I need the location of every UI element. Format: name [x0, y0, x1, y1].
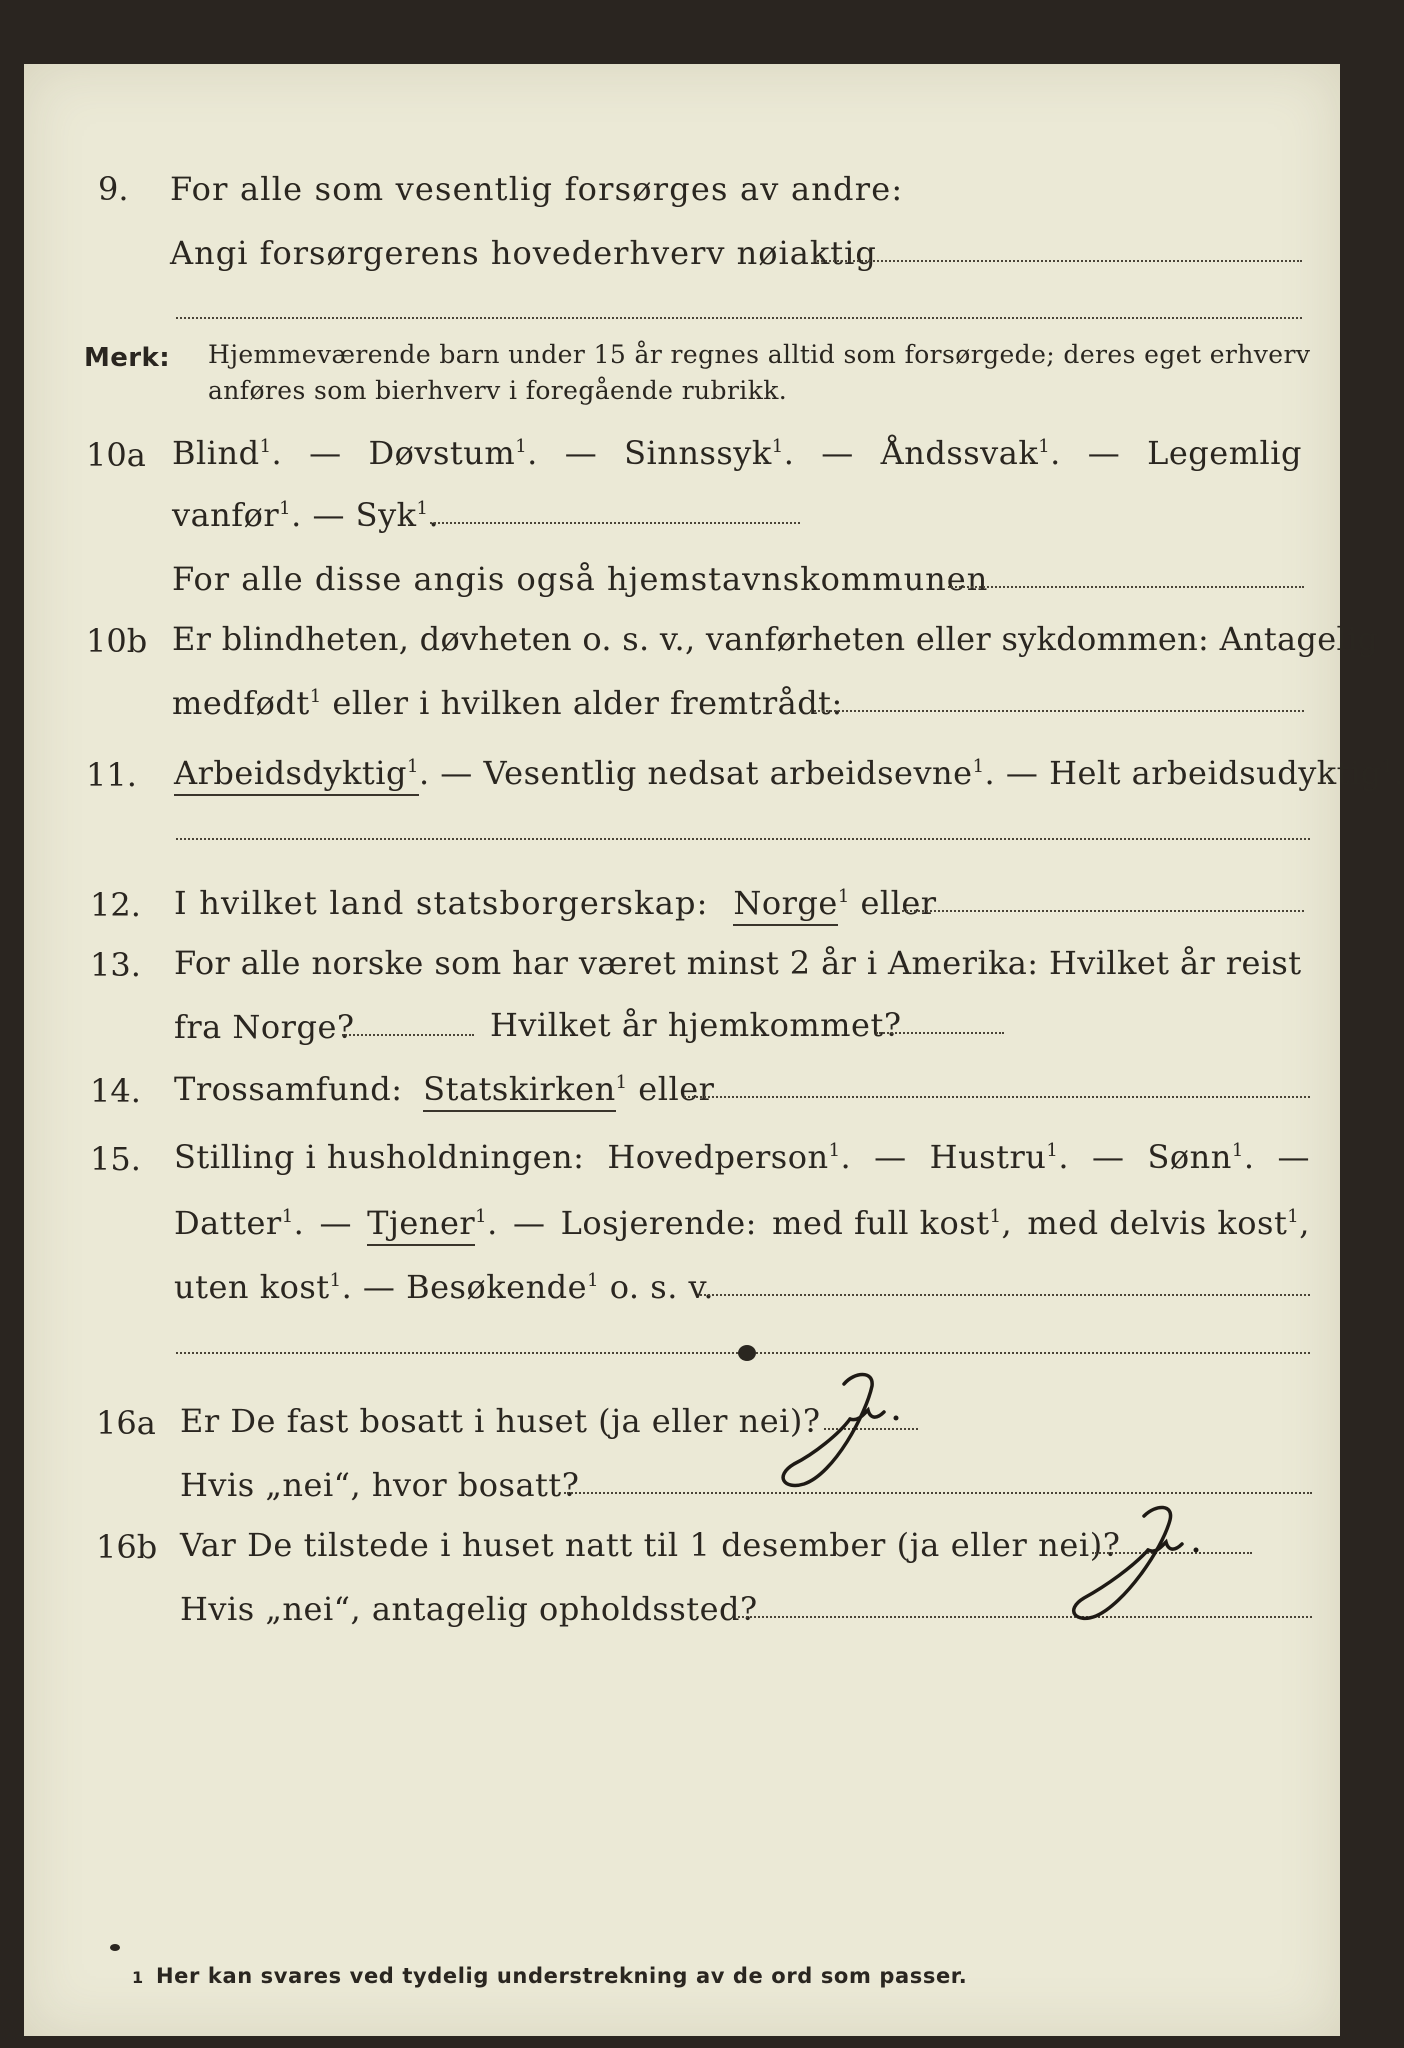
- footnote-text: Her kan svares ved tydelig understrekning av de ord som passer.: [156, 1964, 968, 1988]
- q16a-line2: Hvis „nei“, hvor bosatt?: [180, 1466, 580, 1504]
- q16b-number: 16b: [96, 1528, 158, 1566]
- q16b-line2: Hvis „nei“, antagelig opholdssted?: [180, 1590, 758, 1628]
- q10b-answer-line[interactable]: [810, 710, 1304, 712]
- q13-hjemkommet: Hvilket år hjemkommet?: [490, 1006, 902, 1044]
- q16a-handwritten-answer: [754, 1364, 954, 1504]
- q11-arbeidsdyktig-underlined: Arbeidsdyktig$^1$: [174, 754, 419, 796]
- q11-line: Arbeidsdyktig$^1$. — Vesentlig nedsat arbeidsevne$^1$. — Helt arbeidsudyktig$^1$.: [174, 754, 1404, 792]
- q15-line3: uten kost$^1$. — Besøkende$^1$ o. s. v.: [174, 1268, 714, 1306]
- q15-answer-line[interactable]: [700, 1294, 1310, 1296]
- q10b-line1: Er blindheten, døvheten o. s. v., vanførheten eller sykdommen: Antagelig: [172, 620, 1379, 658]
- q15-line2: Datter$^1$. — Tjener$^1$. — Losjerende: med full kost$^1$, med delvis kost$^1$,: [174, 1204, 1310, 1242]
- q10a-syk-answer-line[interactable]: [430, 522, 800, 524]
- census-form-page: [24, 64, 1404, 2036]
- q10a-line1: Blind$^1$. — Døvstum$^1$. — Sinnssyk$^1$. — Åndssvak$^1$. — Legemlig: [172, 434, 1302, 472]
- q10a-number: 10a: [86, 436, 146, 474]
- q16a-number: 16a: [96, 1404, 156, 1442]
- q16b-line1: Var De tilstede i huset natt til 1 desember (ja eller nei)?: [180, 1526, 1121, 1564]
- q10a-andssvak: Åndssvak$^1$.: [880, 434, 1061, 472]
- q16a-line1: Er De fast bosatt i huset (ja eller nei)?: [180, 1402, 821, 1440]
- q10a-legemlig: Legemlig: [1147, 434, 1302, 472]
- merk-label: Merk:: [84, 343, 171, 373]
- q9-number: 9.: [98, 170, 129, 208]
- q10b-line2: medfødt$^1$ eller i hvilken alder fremtrådt:: [172, 684, 843, 722]
- q13-line1: For alle norske som har været minst 2 år i Amerika: Hvilket år reist: [174, 944, 1302, 982]
- q14-line: Trossamfund: Statskirken$^1$ eller: [174, 1070, 714, 1108]
- q15-tjener-underlined: Tjener: [367, 1204, 475, 1246]
- q10a-line2: vanfør$^1$. — Syk$^1$.: [172, 496, 440, 534]
- q9-answer-line[interactable]: [814, 260, 1302, 262]
- q15-line1: Stilling i husholdningen: Hovedperson$^1$. — Hustru$^1$. — Sønn$^1$. —: [174, 1138, 1310, 1176]
- footnote-dot: [110, 1944, 120, 1951]
- merk-line1: Hjemmeværende barn under 15 år regnes alltid som forsørgede; deres eget erhverv: [208, 340, 1311, 369]
- q10a-sinnssyk: Sinnssyk$^1$.: [624, 434, 795, 472]
- q13-number: 13.: [90, 946, 141, 984]
- q13-hjemkommet-answer-line[interactable]: [876, 1032, 1004, 1034]
- q13-reist-answer-line[interactable]: [342, 1034, 474, 1036]
- merk-line2: anføres som bierhverv i foregående rubrikk.: [208, 376, 788, 405]
- q9-line2: Angi forsørgerens hovederhverv nøiaktig: [170, 234, 877, 272]
- q11-number: 11.: [86, 756, 137, 794]
- q12-number: 12.: [90, 886, 141, 924]
- q10a-syk: Syk$^1$.: [355, 496, 440, 534]
- q13-fra-norge: fra Norge?: [174, 1008, 355, 1046]
- q12-norge-underlined: Norge: [733, 884, 837, 926]
- q14-number: 14.: [90, 1072, 141, 1110]
- footnote-marker: 1: [132, 1968, 144, 1987]
- q15-number: 15.: [90, 1140, 141, 1178]
- q10a-line3: For alle disse angis også hjemstavnskommunen: [172, 560, 989, 598]
- q14-statskirken-underlined: Statskirken: [423, 1070, 616, 1112]
- q10b-number: 10b: [86, 622, 148, 660]
- ink-blot: [738, 1345, 756, 1361]
- q10a-blind: Blind$^1$.: [172, 434, 283, 472]
- q14-answer-line[interactable]: [684, 1096, 1310, 1098]
- q16b-handwritten-answer: [1024, 1494, 1254, 1634]
- q9-answer-line-2[interactable]: [176, 317, 1302, 319]
- q10a-hjemstavn-answer-line[interactable]: [948, 586, 1304, 588]
- q10a-dovstum: Døvstum$^1$.: [368, 434, 538, 472]
- q10a-vanfor: vanfør$^1$.: [172, 496, 302, 534]
- q11-answer-line[interactable]: [176, 838, 1310, 840]
- q12-answer-line[interactable]: [902, 910, 1304, 912]
- q12-line: I hvilket land statsborgerskap: Norge$^1$ eller: [174, 884, 937, 922]
- q9-line1: For alle som vesentlig forsørges av andre:: [170, 170, 904, 208]
